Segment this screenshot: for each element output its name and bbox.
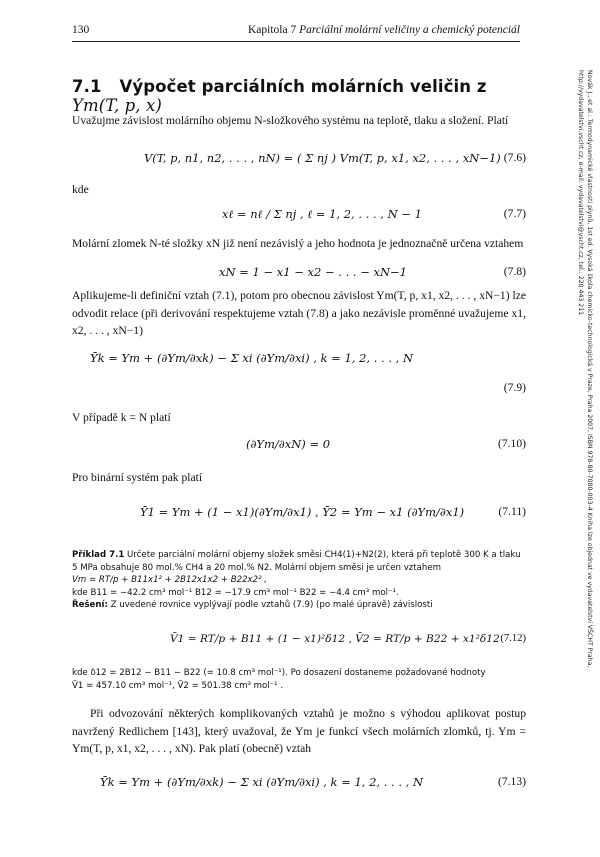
equation-number: (7.10) xyxy=(497,437,526,450)
running-chapter-title: Kapitola 7 Parciální molární veličiny a chemický potenciál xyxy=(248,24,520,36)
side-margin-note xyxy=(568,70,598,710)
paragraph-1: Uvažujme závislost molárního objemu N-složkového systému na teplotě, tlaku a složení. Platí xyxy=(72,114,509,127)
example-line-2: 5 MPa obsahuje 80 mol.% CH4 a 20 mol.% N2. Molární objem směsi je určen vztahem xyxy=(72,562,442,573)
solution-label: Řešení: xyxy=(72,600,108,611)
example-line-4: kde B11 = −42.2 cm³ mol⁻¹ B12 = −17.9 cm³ mol⁻¹ B22 = −4.4 cm³ mol⁻¹. xyxy=(72,587,399,598)
paragraph-2: kde xyxy=(72,183,89,196)
paragraph-5: V případě k = N platí xyxy=(72,411,171,424)
equation-number: (7.9) xyxy=(503,381,526,394)
header-rule xyxy=(72,41,520,42)
equation-7-13: Ȳk = Ym + (∂Ym/∂xk) − Σ xi (∂Ym/∂xi) , k = 1, 2, . . . , N xyxy=(100,775,424,789)
example-conclusion xyxy=(72,667,526,692)
example-line-6: kde δ12 = 2B12 − B11 − B22 (= 10.8 cm³ mol⁻¹). Po dosazení dostaneme požadované hodnoty xyxy=(72,668,486,678)
equation-7-7: xℓ = nℓ / Σ nj , ℓ = 1, 2, . . . , N − 1 xyxy=(222,207,422,221)
paragraph-7: Při odvozování některých komplikovaných vztahů je možno s výhodou aplikovat postup navržený Redlichem [143], který uvažoval, že Ym je funkcí všech molárních zlomků, tj. Ym = Ym(T, p, x1, x2, . . . , xN). Pak platí (obecně) vztah xyxy=(72,707,526,755)
equation-number: (7.7) xyxy=(503,207,526,220)
equation-number: (7.11) xyxy=(498,505,526,518)
example-line-7: V̄1 = 457.10 cm³ mol⁻¹, V̄2 = 501.38 cm³ mol⁻¹ . xyxy=(72,680,284,691)
example-box xyxy=(72,549,526,612)
equation-7-11: Ȳ1 = Ym + (1 − x1)(∂Ym/∂x1) , Ȳ2 = Ym − x1 (∂Ym/∂x1) xyxy=(140,505,465,519)
section-number: 7.1 xyxy=(72,77,102,96)
paragraph-3: Molární zlomek N-té složky xN již není nezávislý a jeho hodnota je jednoznačně určena vztahem xyxy=(72,237,524,250)
equation-7-12: V̄1 = RT/p + B11 + (1 − x1)²δ12 , V̄2 = RT/p + B22 + x1²δ12 xyxy=(170,633,500,645)
equation-7-9: Ȳk = Ym + (∂Ym/∂xk) − Σ xi (∂Ym/∂xi) , k = 1, 2, . . . , N xyxy=(90,351,414,365)
paragraph-4: Aplikujeme-li definiční vztah (7.1), potom pro obecnou závislost Ym(T, p, x1, x2, . . . , xN−1) lze odvodit relace (při derivování respektujeme vztah (7.8) a jako nezávisle proměnné uvažujeme x1, x2, . . . , xN−1) xyxy=(72,289,526,337)
paragraph-6: Pro binární systém pak platí xyxy=(72,471,203,484)
example-line-1: Příklad 7.1 Určete parciální molární objemy složek směsi CH4(1)+N2(2), která při teplotě 300 K a tlaku xyxy=(72,550,521,560)
example-line-3: Vm = RT/p + B11x1² + 2B12x1x2 + B22x2² , xyxy=(72,575,268,586)
page-header xyxy=(72,24,520,36)
section-heading xyxy=(72,77,532,115)
equation-number: (7.12) xyxy=(500,633,526,644)
equation-7-10: (∂Ym/∂xN) = 0 xyxy=(246,437,331,451)
equation-7-6: V(T, p, n1, n2, . . . , nN) = ( Σ nj ) Vm(T, p, x1, x2, . . . , xN−1) xyxy=(144,151,501,165)
equation-7-8: xN = 1 − x1 − x2 − . . . − xN−1 xyxy=(219,265,407,279)
equation-number: (7.8) xyxy=(503,265,526,278)
equation-number: (7.6) xyxy=(503,151,526,164)
copyright-note: Novák J., et al.: Termodynamické vlastnosti plynů, 1st ed. Vysoká škola chemicko-technologická v Praze, Praha 2007, ISBN 978-80-7080-003-4 Kniha lze objednat ve vydavatelství VŠCHT Praha, http://vydavatelstvi.vscht.cz, e-mail: vydavatelstvi@vscht.cz, tel.: 220 443 211 xyxy=(577,70,593,668)
equation-number: (7.13) xyxy=(497,775,526,788)
page-number: 130 xyxy=(72,24,90,36)
section-title-text: Výpočet parciálních molárních veličin z xyxy=(119,77,487,96)
section-title-math: Ym(T, p, x) xyxy=(72,96,162,115)
example-line-5: Řešení: Z uvedené rovnice vyplývají podle vztahů (7.9) (po malé úpravě) závislosti xyxy=(72,600,433,611)
example-label: Příklad 7.1 xyxy=(72,550,125,560)
